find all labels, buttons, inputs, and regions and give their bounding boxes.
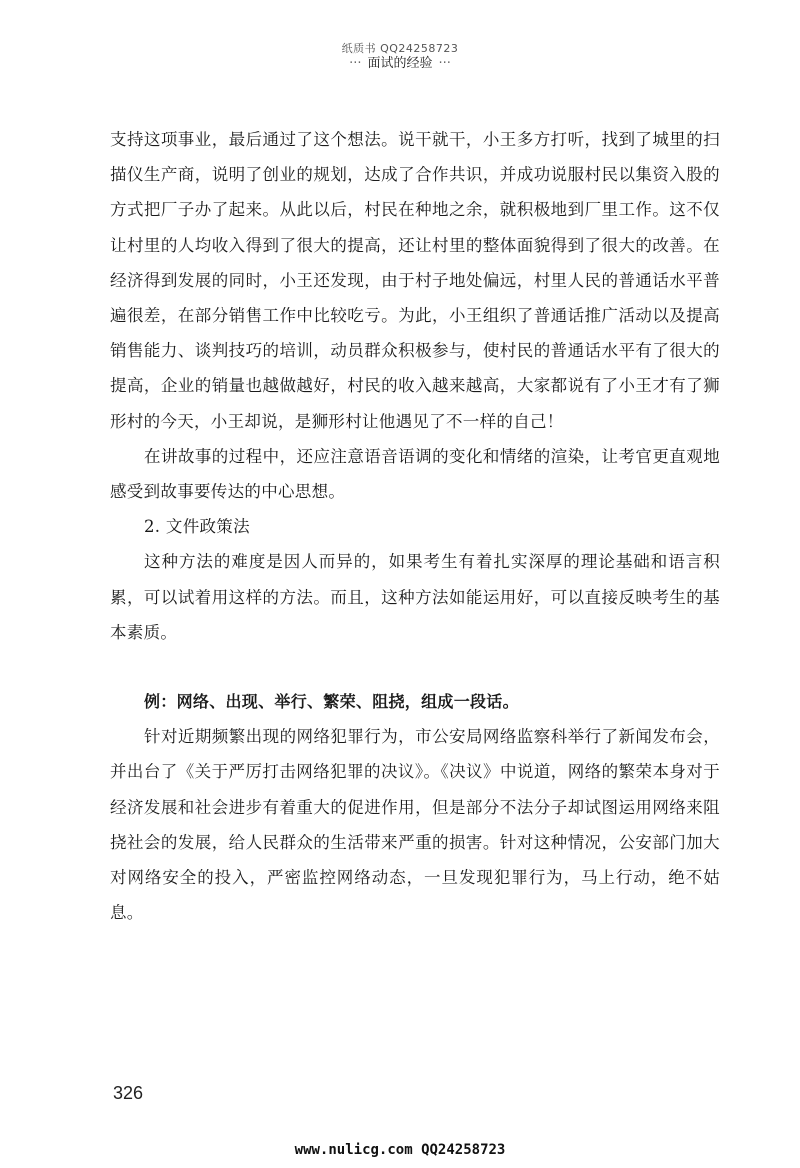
running-header-title: 面试的经验 [367,56,433,71]
watermark-text: 纸质书 QQ24258723 [341,42,459,55]
section-heading: 2. 文件政策法 [144,517,250,537]
header-dots-right: ··· [438,56,451,71]
spacer [110,650,720,684]
paragraph-method: 这种方法的难度是因人而异的，如果考生有着扎实深厚的理论基础和语言积累，可以试着用这样的方法。而且，这种方法如能运用好，可以直接反映考生的基本素质。 [110,552,720,642]
header-dots-left: ··· [349,56,362,71]
example-heading: 例：网络、出现、举行、繁荣、阻挠，组成一段话。 [144,692,519,712]
footer-url: www.nulicg.com QQ24258723 [294,1142,506,1158]
paragraph-story-tip: 在讲故事的过程中，还应注意语音语调的变化和情绪的渲染，让考官更直观地感受到故事要传达的中心思想。 [110,446,720,502]
example-answer: 针对近期频繁出现的网络犯罪行为，市公安局网络监察科举行了新闻发布会，并出台了《关于严厉打击网络犯罪的决议》。《决议》中说道，网络的繁荣本身对于经济发展和社会进步有着重大的促进作用，但是部分不法分子却试图运用网络来阻挠社会的发展，给人民群众的生活带来严重的损害。针对这种情况，公安部门加大对网络安全的投入，严密监控网络动态，一旦发现犯罪行为，马上行动，绝不姑息。 [110,727,720,923]
paragraph-continued: 支持这项事业，最后通过了这个想法。说干就干，小王多方打听，找到了城里的扫描仪生产商，说明了创业的规划，达成了合作共识，并成功说服村民以集资入股的方式把厂子办了起来。从此以后，村民在种地之余，就积极地到厂里工作。这不仅让村里的人均收入得到了很大的提高，还让村里的整体面貌得到了很大的改善。在经济得到发展的同时，小王还发现，由于村子地处偏远，村里人民的普通话水平普遍很差，在部分销售工作中比较吃亏。为此，小王组织了普通话推广活动以及提高销售能力、谈判技巧的培训，动员群众积极参与，使村民的普通话水平有了很大的提高，企业的销量也越做越好，村民的收入越来越高，大家都说有了小王才有了狮形村的今天，小王却说，是狮形村让他遇见了不一样的自己！ [110,130,720,431]
body-text [110,122,720,930]
page-number: 326 [113,1083,144,1103]
running-header [0,52,800,71]
